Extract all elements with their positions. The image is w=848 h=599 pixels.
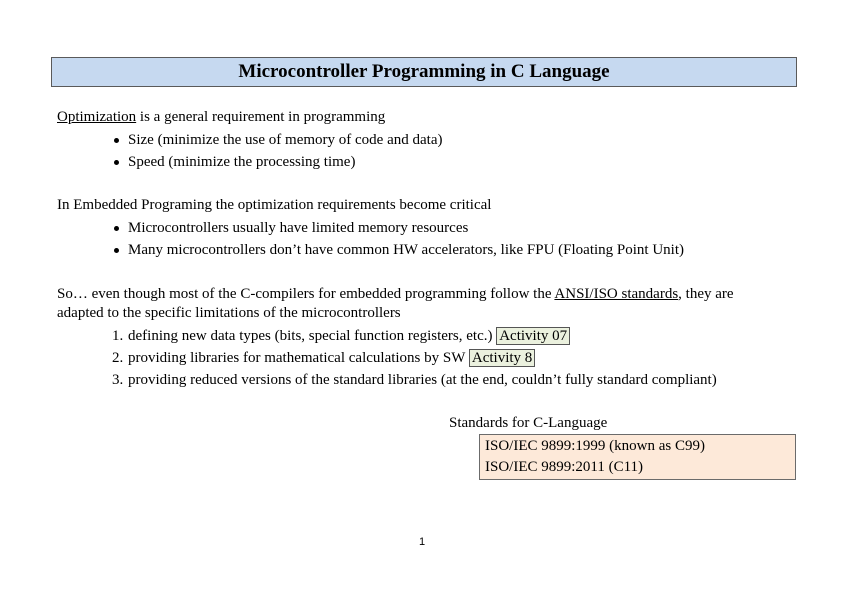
list-item-text: Microcontrollers usually have limited memory resources bbox=[128, 220, 469, 236]
optimization-term: Optimization bbox=[57, 109, 137, 125]
compilers-line-2: adapted to the specific limitations of the microcontrollers bbox=[57, 305, 401, 321]
list-item-text: Many microcontrollers don’t have common HW accelerators, like FPU (Floating Point Unit) bbox=[128, 242, 685, 258]
item-text bbox=[128, 327, 570, 345]
item-number: 1. bbox=[112, 328, 124, 344]
item-text bbox=[128, 349, 535, 367]
list-item-text: Speed (minimize the processing time) bbox=[128, 154, 356, 170]
activity-07-tag: Activity 07 bbox=[496, 327, 570, 345]
bullet-icon bbox=[114, 160, 119, 165]
compilers-text-after: , they are bbox=[678, 286, 734, 302]
compilers-text-before: So… even though most of the C-compilers for embedded programming follow the bbox=[57, 286, 555, 302]
bullet-icon bbox=[114, 248, 119, 253]
list-item-text: Size (minimize the use of memory of code and data) bbox=[128, 132, 443, 148]
embedded-heading: In Embedded Programing the optimization requirements become critical bbox=[57, 197, 492, 213]
page-title-text: Microcontroller Programming in C Language bbox=[238, 61, 610, 82]
item-text-body: defining new data types (bits, special function registers, etc.) bbox=[128, 328, 497, 344]
page-title bbox=[51, 57, 797, 87]
compilers-line-1 bbox=[57, 285, 734, 303]
standards-box bbox=[479, 434, 796, 480]
standard-row: ISO/IEC 9899:1999 (known as C99) bbox=[485, 438, 705, 454]
bullet-icon bbox=[114, 138, 119, 143]
optimization-intro bbox=[57, 108, 385, 126]
bullet-icon bbox=[114, 226, 119, 231]
standards-heading: Standards for C-Language bbox=[449, 415, 608, 431]
item-number: 2. bbox=[112, 350, 124, 366]
item-text-body: providing libraries for mathematical calculations by SW bbox=[128, 350, 469, 366]
item-text: providing reduced versions of the standard libraries (at the end, couldn’t fully standard compliant) bbox=[128, 372, 717, 388]
ansi-iso-standards-link: ANSI/ISO standards bbox=[554, 286, 679, 302]
activity-8-tag: Activity 8 bbox=[469, 349, 535, 367]
page-number: 1 bbox=[419, 536, 426, 548]
item-number: 3. bbox=[112, 372, 124, 388]
optimization-intro-text: is a general requirement in programming bbox=[136, 109, 386, 125]
standard-row: ISO/IEC 9899:2011 (C11) bbox=[485, 459, 644, 475]
